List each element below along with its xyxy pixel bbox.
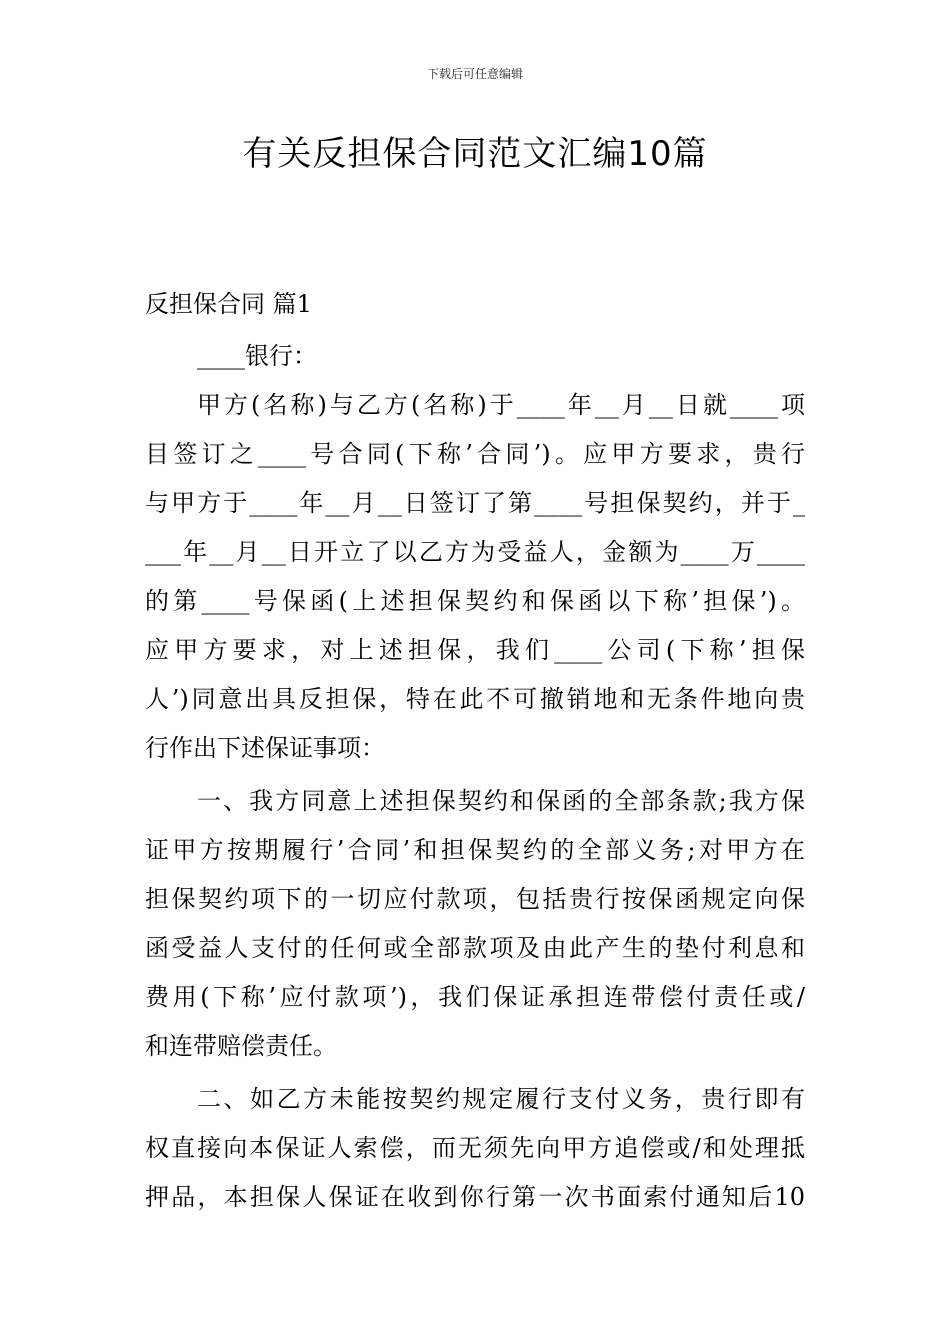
body-line: 与甲方于____年__月__日签订了第____号担保契约，并于_: [145, 489, 805, 517]
clause-line: 函受益人支付的任何或全部款项及由此产生的垫付利息和: [145, 934, 805, 962]
section-title: 反担保合同 篇1: [145, 290, 312, 318]
document-title: 有关反担保合同范文汇编10篇: [242, 134, 708, 174]
clause-line: 和连带赔偿责任。: [145, 1032, 337, 1060]
body-line: 目签订之____号合同(下称’合同’)。应甲方要求，贵行: [145, 440, 805, 468]
clause-line: 担保契约项下的一切应付款项，包括贵行按保函规定向保: [145, 885, 805, 913]
clause-line: 一、我方同意上述担保契约和保函的全部条款;我方保: [197, 787, 805, 815]
clause-line: 费用(下称’应付款项’)，我们保证承担连带偿付责任或/: [145, 983, 805, 1011]
body-line: 甲方(名称)与乙方(名称)于____年__月__日就____项: [197, 391, 805, 419]
clause-line: 二、如乙方未能按契约规定履行支付义务，贵行即有: [197, 1085, 805, 1113]
clause-line: 押品，本担保人保证在收到你行第一次书面索付通知后10: [145, 1183, 805, 1211]
body-line: 的第____号保函(上述担保契约和保函以下称’担保’)。: [145, 587, 805, 615]
body-line: 行作出下述保证事项：: [145, 734, 385, 762]
body-line: 人’)同意出具反担保，特在此不可撤销地和无条件地向贵: [145, 685, 805, 713]
clause-line: 权直接向本保证人索偿，而无须先向甲方追偿或/和处理抵: [145, 1134, 805, 1162]
salutation-line: ____银行：: [197, 342, 317, 370]
body-line: 应甲方要求，对上述担保，我们____公司(下称’担保: [145, 636, 805, 664]
header-note: 下载后可任意编辑: [426, 67, 523, 81]
clause-line: 证甲方按期履行’合同’和担保契约的全部义务;对甲方在: [145, 836, 805, 864]
body-line: ___年__月__日开立了以乙方为受益人，金额为____万____: [145, 538, 805, 566]
